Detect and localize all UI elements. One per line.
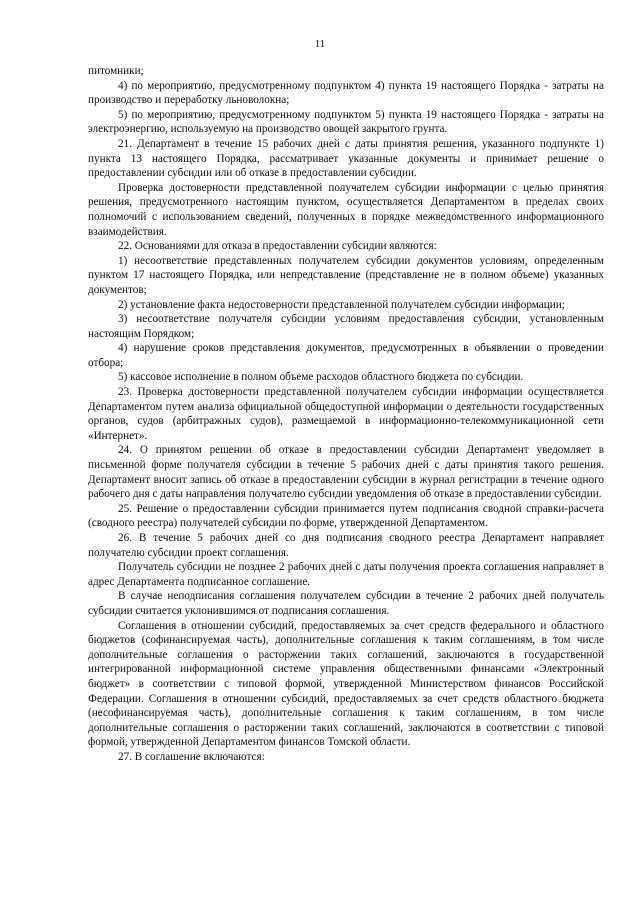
paragraph: 5) кассовое исполнение в полном объеме расходов областного бюджета по субсидии. <box>118 371 524 384</box>
paragraph: 22. Основаниями для отказа в предоставлении субсидии являются: <box>118 240 437 253</box>
paragraph: 21. Департамент в течение 15 рабочих дней с даты принятия решения, указанного подпункте 1) пункта 13 настоящего Порядка, рассматривает указанные документы и принимает решение о предоставлении субсидии или об отказе в предоставлении субсидии. <box>88 137 604 180</box>
paragraph: 4) нарушение сроков представления документов, предусмотренных в объявлении о проведении отбора; <box>88 342 604 369</box>
page-number: 11 <box>314 38 326 50</box>
paragraph: 5) по мероприятию, предусмотренному подпунктом 5) пункта 19 настоящего Порядка - затраты на электроэнергию, используемую на производство овощей закрытого грунта. <box>88 108 604 136</box>
paragraph: Соглашения в отношении субсидий, предоставляемых за счет средств федерального и областного бюджетов (софинансируемая часть), дополнительные соглашения к таким соглашениям, в том числе дополнительные соглашения о расторжении таких соглашений, заключаются в государственной интегрированной информационной системе управления общественными финансами «Электронный бюджет» в соответствии с типовой формой, утвержденной Министерством финансов Российской Федерации. Соглашения в отношении субсидий, предоставляемых за счет средств областного бюджета (несофинансируемая часть), дополнительные соглашения к таким соглашениям, в том числе дополнительные соглашения о расторжении таких соглашений, заключаются в соответствии с типовой формой, утвержденной Департаментом финансов Томской области. <box>88 619 604 749</box>
paragraph: 4) по мероприятию, предусмотренному подпунктом 4) пункта 19 настоящего Порядка - затраты на производство и переработку льноволокна; <box>88 79 604 107</box>
paragraph: питомники; <box>88 65 144 77</box>
paragraph: 23. Проверка достоверности представленной получателем субсидии информации осуществляется Департаментом путем анализа официальной общедоступной информации о деятельности государственных органов, судов (арбитражных судов), размещаемой в информационно-телекоммуникационной сети «Интернет». <box>88 386 604 442</box>
paragraph: 24. О принятом решении об отказе в предоставлении субсидии Департамент уведомляет в письменной форме получателя субсидии в течение 5 рабочих дней с даты принятия такого решения. Департамент вносит запись об отказе в предоставлении субсидии в журнал регистрации в течение одного рабочего дня с даты направления получателю субсидии уведомления об отказе в предоставлении субсидии. <box>88 444 604 501</box>
paragraph: В случае неподписания соглашения получателем субсидии в течение 2 рабочих дней получатель субсидии считается уклонившимся от подписания соглашения. <box>88 590 604 617</box>
paragraph: Получатель субсидии не позднее 2 рабочих дней с даты получения проекта соглашения направляет в адрес Департамента подписанное соглашение. <box>88 561 604 588</box>
paragraph: 2) установление факта недостоверности представленной получателем субсидии информации; <box>118 298 565 311</box>
document-body <box>88 64 604 765</box>
paragraph: 27. В соглашение включаются: <box>118 750 265 763</box>
paragraph: 3) несоответствие получателя субсидии условиям предоставления субсидии, установленным настоящим Порядком; <box>88 313 604 340</box>
paragraph: 1) несоответствие представленных получателем субсидии документов условиям, определенным пунктом 17 настоящего Порядка, или непредставление (представление не в полном объеме) указанных документов; <box>88 254 604 296</box>
paragraph: 25. Решение о предоставлении субсидии принимается путем подписания сводной справки-расчета (сводного реестра) получателей субсидии по форме, утвержденной Департаментом. <box>88 502 604 530</box>
paragraph: 26. В течение 5 рабочих дней со дня подписания сводного реестра Департамент направляет получателю субсидии проект соглашения. <box>88 532 604 559</box>
paragraph: Проверка достоверности представленной получателем субсидии информации с целью принятия решения, предусмотренного настоящим пунктом, осуществляется Департаментом в пределах своих полномочий с использованием сведений, полученных в порядке межведомственного информационного взаимодействия. <box>88 181 604 238</box>
